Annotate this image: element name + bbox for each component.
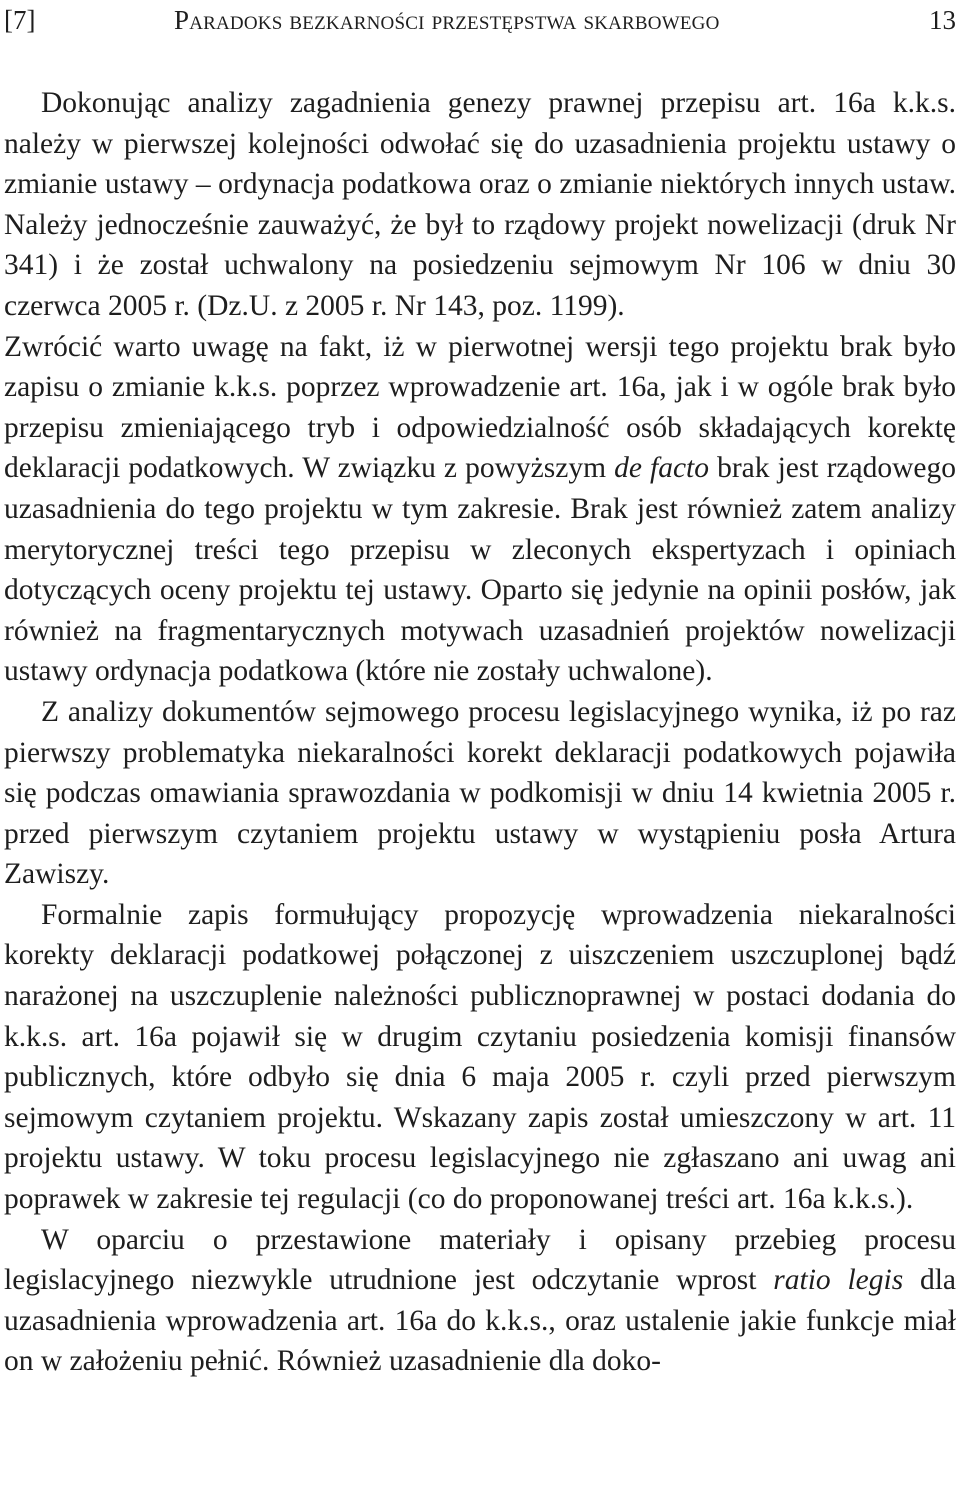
paragraph-3: Z analizy dokumentów sejmowego procesu legislacyjnego wynika, iż po raz pierwszy problematyka niekaralności korekt deklaracji podatkowych pojawiła się podczas omawiania sprawozdania w podkomisji w dniu 14 kwietnia 2005 r. przed pierwszym czytaniem projektu ustawy w wystąpieniu posła Artura Zawiszy. (4, 695, 956, 891)
paragraph-5-text-after: dla uzasadnienia wprowadzenia art. 16a do k.k.s., oraz ustalenie jakie funkcje miał on w założeniu pełnić. Również uzasadnienie dla doko- (4, 1264, 957, 1378)
paragraph-2-italic-term: de facto (614, 452, 709, 485)
paragraph-1: Dokonując analizy zagadnienia genezy prawnej przepisu art. 16a k.k.s. należy w pierwszej kolejności odwołać się do uzasadnienia projektu ustawy o zmianie ustawy – ordynacja podatkowa oraz o zmianie niektórych innych ustaw. Należy jednocześnie zauważyć, że był to rządowy projekt nowelizacji (druk Nr 341) i że został uchwalony na posiedzeniu sejmowym Nr 106 w dniu 30 czerwca 2005 r. (Dz.U. z 2005 r. Nr 143, poz. 1199). (4, 87, 956, 322)
paragraph-2-text-before: Zwrócić warto uwagę na fakt, iż w pierwotnej wersji tego projektu brak było zapisu o zmianie k.k.s. poprzez wprowadzenie art. 16a, jak i w ogóle brak było przepisu zmieniającego tryb i odpowiedzialność osób składających korektę deklaracji podatkowych. W związku z powyższym (4, 330, 956, 485)
paragraph-2 (4, 327, 956, 692)
header-page-reference: [7] (4, 5, 36, 35)
paragraph-5-text-before: W oparciu o przestawione materiały i opisany przebieg procesu legislacyjnego niezwykle utrudnione jest odczytanie wprost (4, 1223, 956, 1297)
paragraph-4: Formalnie zapis formułujący propozycję wprowadzenia niekaralności korekty deklaracji podatkowej połączonej z uiszczeniem uszczuplonej bądź narażonej na uszczuplenie należności publicznoprawnej w postaci dodania do k.k.s. art. 16a pojawił się w drugim czytaniu posiedzenia komisji finansów publicznych, które odbyło się dnia 6 maja 2005 r. czyli przed pierwszym sejmowym czytaniem projektu. Wskazany zapis został umieszczony w art. 11 projektu ustawy. W toku procesu legislacyjnego nie zgłaszano ani uwag ani poprawek w zakresie tej regulacji (co do proponowanej treści art. 16a k.k.s.). (4, 898, 956, 1216)
paragraph-2-text-after: brak jest rządowego uzasadnienia do tego projektu w tym zakresie. Brak jest również zatem analizy merytorycznej treści tego przepisu w zleconych ekspertyzach i opiniach dotyczących oceny projektu tej ustawy. Oparto się jedynie na opinii posłów, jak również na fragmentarycznych motywach uzasadnień projektów nowelizacji ustawy ordynacja podatkowa (które nie zostały uchwalone). (4, 452, 957, 688)
paragraph-5-italic-term: ratio legis (773, 1264, 904, 1297)
header-title: Paradoks bezkarności przestępstwa skarbowego (174, 5, 720, 35)
document-page (4, 0, 956, 1382)
body-text (4, 83, 956, 1382)
running-header (4, 0, 956, 40)
paragraph-5 (4, 1220, 956, 1382)
page-number: 13 (929, 5, 956, 35)
